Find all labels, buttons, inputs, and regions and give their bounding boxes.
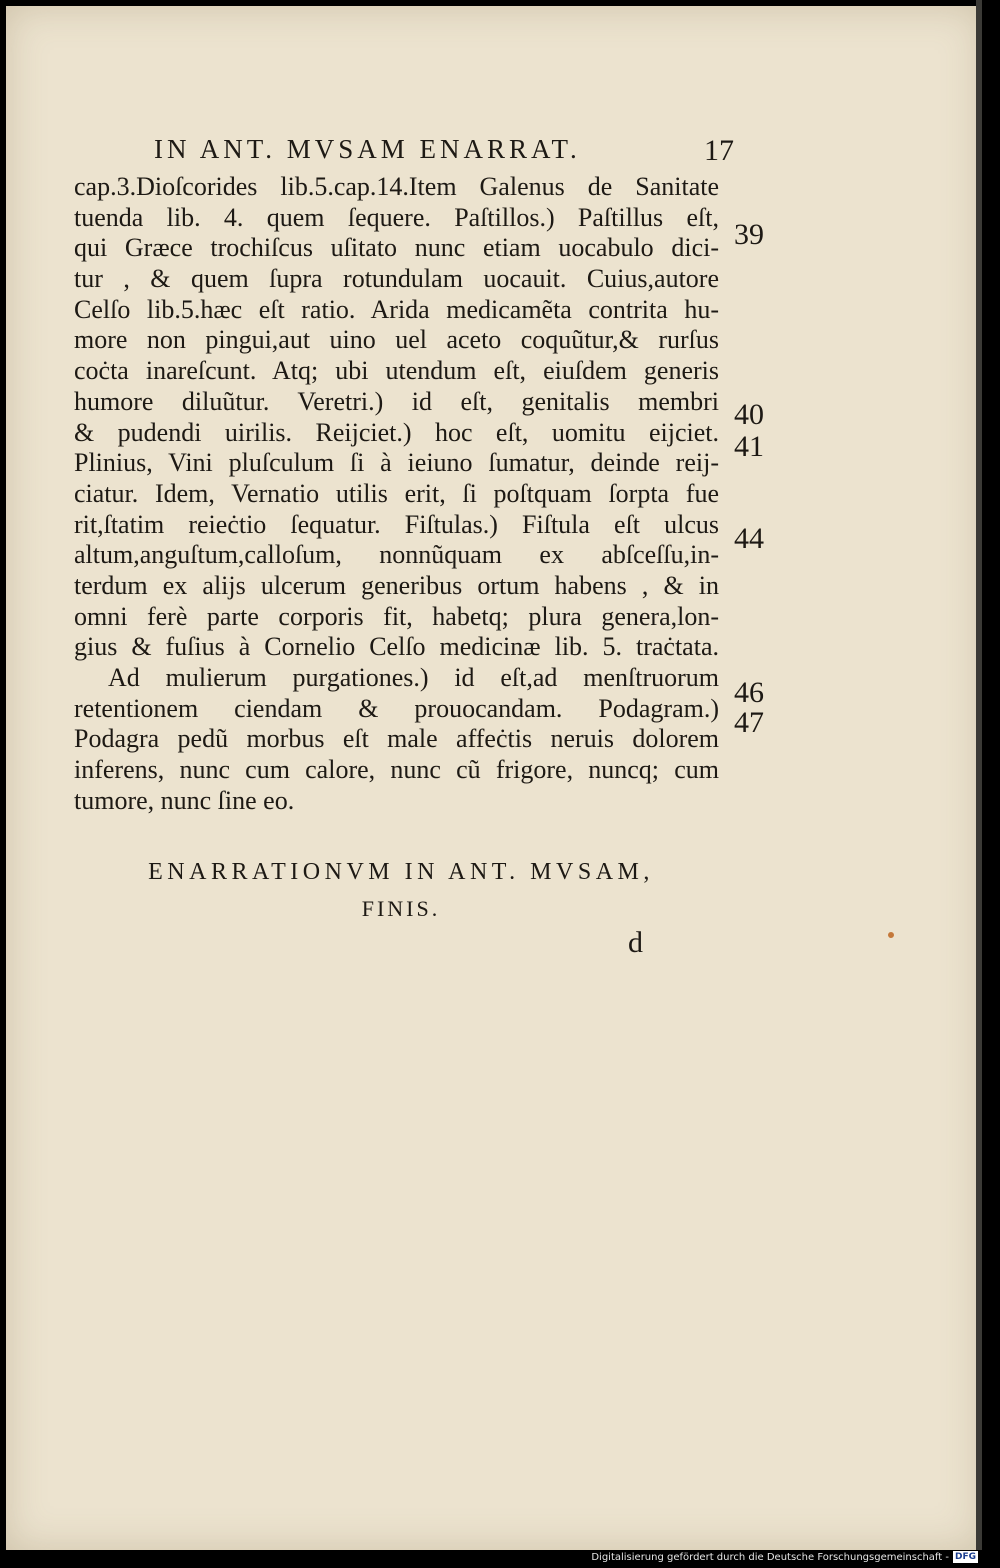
text-line: & pudendi uirilis. Reijciet.) hoc eſt, uomitu eijciet. bbox=[74, 417, 719, 447]
text-line: terdum ex alijs ulcerum generibus ortum habens , & in bbox=[74, 570, 719, 600]
text-line: qui Græce trochiſcus uſitato nunc etiam uocabulo dici- bbox=[74, 233, 719, 263]
text-line: gius & fuſius à Cornelio Celſo medicinæ lib. 5. traċtata. bbox=[74, 632, 719, 662]
book-page bbox=[6, 6, 982, 1550]
page-edge bbox=[976, 0, 982, 1550]
text-line: omni ferè parte corporis fit, habetq; plura genera,lon- bbox=[74, 601, 719, 631]
running-header bbox=[154, 134, 734, 174]
text-line: tur , & quem ſupra rotundulam uocauit. Cuius,autore bbox=[74, 264, 719, 294]
text-line: rit,ſtatim reieċtio ſequatur. Fiſtulas.) Fiſtula eſt ulcus bbox=[74, 509, 719, 539]
margin-number: 39 bbox=[734, 218, 764, 251]
margin-number: 41 bbox=[734, 430, 764, 463]
finis-block bbox=[106, 859, 696, 922]
dfg-logo: DFG bbox=[954, 1552, 976, 1562]
text-line: coċta inareſcunt. Atq; ubi utendum eſt, eiuſdem generis bbox=[74, 356, 719, 386]
paper-stain bbox=[888, 932, 894, 938]
text-line: ciatur. Idem, Vernatio utilis erit, ſi poſtquam ſorpta fue bbox=[74, 478, 719, 508]
text-line: altum,anguſtum,calloſum, nonnũquam ex abſceſſu,in- bbox=[74, 540, 719, 570]
signature-mark: d bbox=[628, 926, 643, 959]
text-line: more non pingui,aut uino uel aceto coquũtur,& rurſus bbox=[74, 325, 719, 355]
text-line: retentionem ciendam & prouocandam. Podagram.) bbox=[74, 693, 719, 723]
text-line: Podagra pedũ morbus eſt male affeċtis neruis dolorem bbox=[74, 724, 719, 754]
margin-number: 44 bbox=[734, 522, 764, 555]
text-line: cap.3.Dioſcorides lib.5.cap.14.Item Galenus de Sanitate bbox=[74, 172, 719, 201]
finis-heading: ENARRATIONVM IN ANT. MVSAM, bbox=[148, 859, 654, 885]
margin-number: 46 bbox=[734, 676, 764, 709]
finis-word: FINIS. bbox=[361, 896, 441, 921]
text-line: Plinius, Vini pluſculum ſi à ieiuno ſumatur, deinde reij- bbox=[74, 448, 719, 478]
page-number: 17 bbox=[704, 134, 734, 167]
margin-number: 40 bbox=[734, 398, 764, 431]
digitization-credit bbox=[591, 1550, 978, 1564]
credit-text: Digitalisierung gefördert durch die Deutsche Forschungsgemeinschaft - bbox=[591, 1551, 949, 1563]
text-line: tumore, nunc ſine eo. bbox=[74, 785, 295, 815]
margin-number: 47 bbox=[734, 706, 764, 739]
text-line: Celſo lib.5.hæc eſt ratio. Arida medicamẽta contrita hu- bbox=[74, 294, 719, 324]
commentary-text bbox=[74, 172, 719, 816]
text-line: tuenda lib. 4. quem ſequere. Paſtillos.) Paſtillus eſt, bbox=[74, 202, 719, 232]
text-line: inferens, nunc cum calore, nunc cũ frigore, nuncq; cum bbox=[74, 755, 719, 785]
running-title: IN ANT. MVSAM ENARRAT. bbox=[154, 134, 581, 164]
text-line: humore diluũtur. Veretri.) id eſt, genitalis membri bbox=[74, 386, 719, 416]
text-line: Ad mulierum purgationes.) id eſt,ad menſtruorum bbox=[108, 663, 719, 692]
